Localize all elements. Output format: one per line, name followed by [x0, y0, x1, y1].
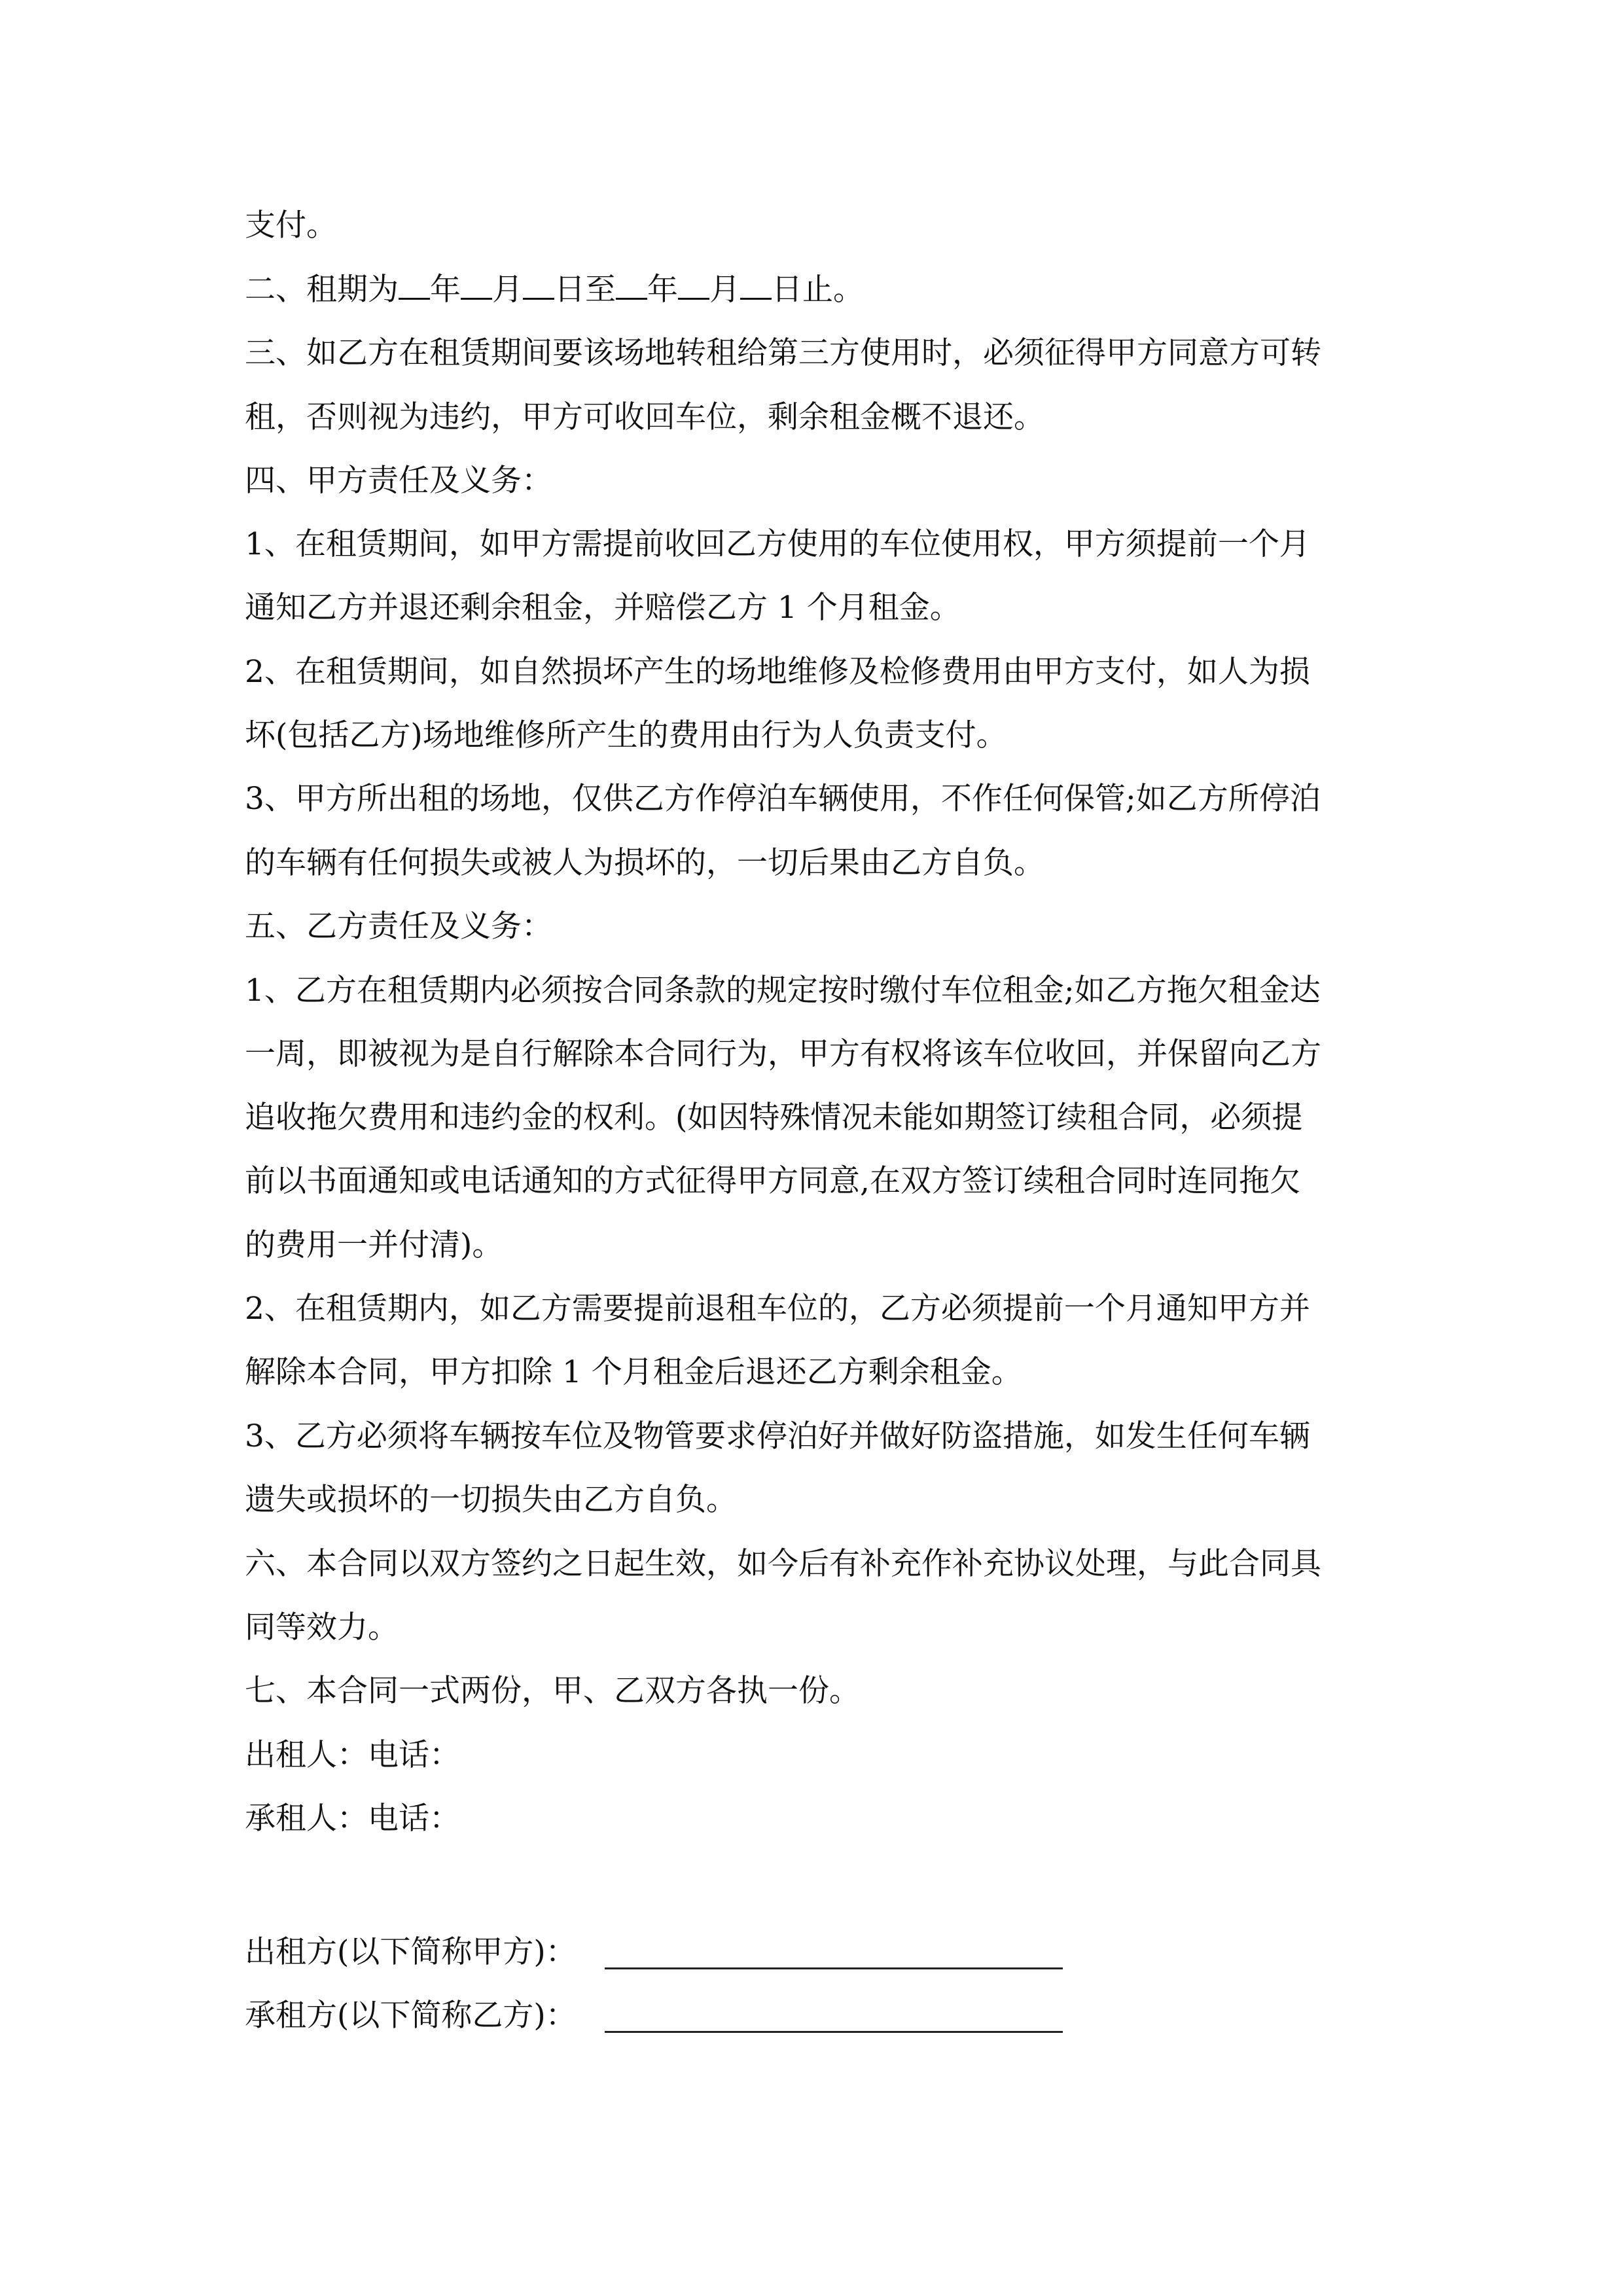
year-label: 年: [647, 272, 678, 308]
paragraph-line: 同等效力。: [245, 1609, 399, 1645]
lessor-signature-field[interactable]: [605, 1967, 1063, 1969]
lease-term-line: [245, 270, 864, 310]
paragraph-line: 七、本合同一式两份，甲、乙双方各执一份。: [245, 1673, 860, 1709]
paragraph-line: 2、在租赁期间，如自然损坏产生的场地维修及检修费用由甲方支付，如人为损: [245, 654, 1310, 690]
day-end-label: 日止。: [772, 272, 864, 308]
paragraph-line: 1、在租赁期间，如甲方需提前收回乙方使用的车位使用权，甲方须提前一个月: [245, 526, 1310, 562]
paragraph-line: 的车辆有任何损失或被人为损坏的，一切后果由乙方自负。: [245, 845, 1044, 881]
paragraph-line: 三、如乙方在租赁期间要该场地转租给第三方使用时，必须征得甲方同意方可转: [245, 335, 1321, 371]
day-to-label: 日至: [554, 272, 616, 308]
lessor-signature-label: 出租方(以下简称甲方)：: [245, 1934, 577, 1970]
blank-field: [678, 295, 709, 300]
section-heading: 四、甲方责任及义务：: [245, 463, 552, 499]
blank-field: [740, 295, 772, 300]
paragraph-line: 租，否则视为违约，甲方可收回车位，剩余租金概不退还。: [245, 399, 1044, 435]
paragraph-line: 通知乙方并退还剩余租金，并赔偿乙方 1 个月租金。: [245, 590, 961, 626]
paragraph-line: 追收拖欠费用和违约金的权利。(如因特殊情况未能如期签订续租合同，必须提: [245, 1100, 1303, 1136]
lessee-phone-line: 承租人：电话：: [245, 1801, 460, 1837]
lessee-signature-field[interactable]: [605, 2031, 1063, 2033]
paragraph-line: 遗失或损坏的一切损失由乙方自负。: [245, 1482, 737, 1518]
paragraph-line: 3、甲方所出租的场地，仅供乙方作停泊车辆使用，不作任何保管;如乙方所停泊: [245, 781, 1321, 817]
blank-field: [616, 295, 647, 300]
paragraph-line: 解除本合同，甲方扣除 1 个月租金后退还乙方剩余租金。: [245, 1354, 1022, 1390]
paragraph-line: 六、本合同以双方签约之日起生效，如今后有补充作补充协议处理，与此合同具: [245, 1546, 1321, 1582]
paragraph-line: 3、乙方必须将车辆按车位及物管要求停泊好并做好防盗措施，如发生任何车辆: [245, 1418, 1310, 1454]
month-label: 月: [492, 272, 523, 308]
paragraph-line: 前以书面通知或电话通知的方式征得甲方同意,在双方签订续租合同时连同拖欠: [245, 1163, 1300, 1199]
lessee-signature-label: 承租方(以下简称乙方)：: [245, 1998, 577, 2034]
paragraph-line: 的费用一并付清)。: [245, 1227, 503, 1263]
blank-field: [461, 295, 492, 300]
paragraph-line: 坏(包括乙方)场地维修所产生的费用由行为人负责支付。: [245, 717, 1007, 753]
paragraph-line: 1、乙方在租赁期内必须按合同条款的规定按时缴付车位租金;如乙方拖欠租金达: [245, 973, 1321, 1009]
lease-term-prefix: 二、租期为: [245, 272, 399, 308]
paragraph-line: 支付。: [245, 207, 337, 243]
paragraph-line: 一周，即被视为是自行解除本合同行为，甲方有权将该车位收回，并保留向乙方: [245, 1036, 1321, 1072]
month-label: 月: [709, 272, 740, 308]
blank-field: [399, 295, 430, 300]
section-heading: 五、乙方责任及义务：: [245, 908, 552, 944]
year-label: 年: [430, 272, 461, 308]
lessor-phone-line: 出租人：电话：: [245, 1737, 460, 1773]
paragraph-line: 2、在租赁期内，如乙方需要提前退租车位的，乙方必须提前一个月通知甲方并: [245, 1291, 1310, 1327]
blank-field: [523, 295, 554, 300]
